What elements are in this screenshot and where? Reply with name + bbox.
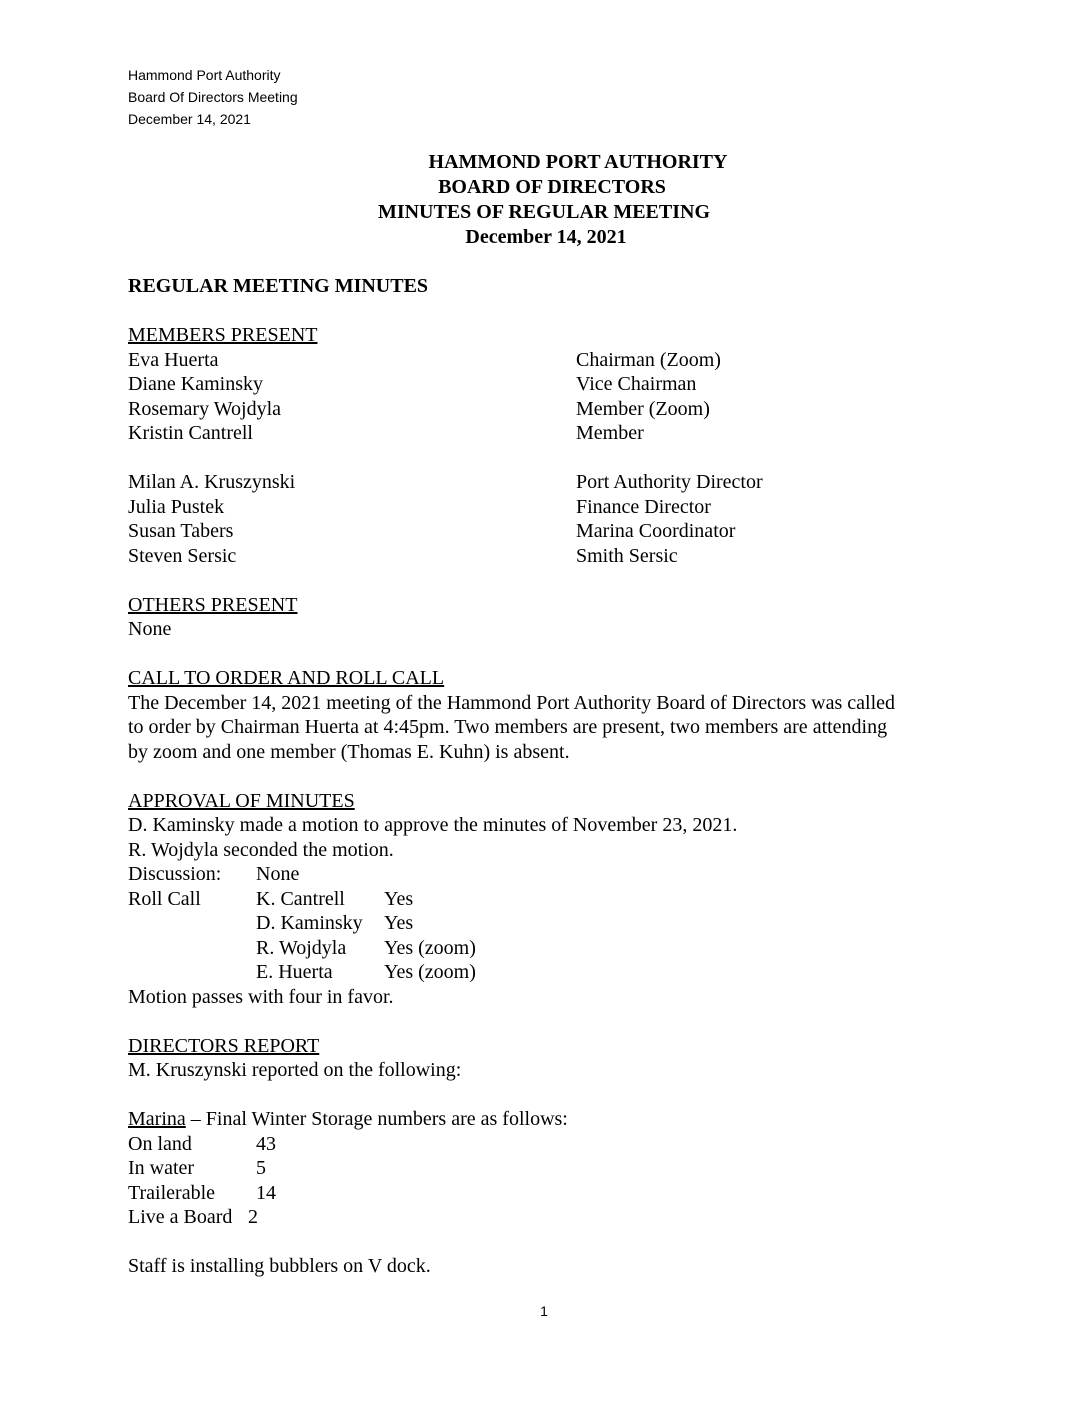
- title-line-4: December 14, 2021: [465, 226, 627, 248]
- staff-role: Marina Coordinator: [576, 520, 736, 542]
- storage-value: 2: [248, 1206, 258, 1228]
- members-present-heading: MEMBERS PRESENT: [128, 324, 318, 346]
- member-role: Vice Chairman: [576, 373, 697, 395]
- member-role: Chairman (Zoom): [576, 349, 721, 371]
- vote-value: Yes: [384, 888, 414, 910]
- approval-result: Motion passes with four in favor.: [128, 986, 394, 1008]
- member-name: Diane Kaminsky: [128, 373, 263, 395]
- storage-value: 14: [256, 1182, 276, 1204]
- title-line-2: BOARD OF DIRECTORS: [438, 176, 666, 198]
- member-name: Rosemary Wojdyla: [128, 398, 281, 420]
- storage-value: 43: [256, 1133, 276, 1155]
- document-title: [0, 150, 1088, 250]
- header-date: December 14, 2021: [128, 111, 251, 127]
- header-org: Hammond Port Authority: [128, 67, 281, 83]
- staff-role: Finance Director: [576, 496, 711, 518]
- storage-value: 5: [256, 1157, 266, 1179]
- approval-heading: APPROVAL OF MINUTES: [128, 790, 355, 812]
- storage-label: Trailerable: [128, 1182, 216, 1204]
- staff-role: Smith Sersic: [576, 545, 678, 567]
- vote-member: D. Kaminsky: [256, 912, 363, 934]
- staff-role: Port Authority Director: [576, 471, 763, 493]
- member-name: Eva Huerta: [128, 349, 219, 371]
- vote-member: R. Wojdyla: [256, 937, 347, 959]
- title-line-1: HAMMOND PORT AUTHORITY: [428, 151, 728, 173]
- discussion-label: Discussion:: [128, 863, 222, 885]
- staff-name: Julia Pustek: [128, 496, 225, 518]
- call-to-order-heading: CALL TO ORDER AND ROLL CALL: [128, 667, 445, 689]
- member-name: Kristin Cantrell: [128, 422, 253, 444]
- vote-value: Yes (zoom): [384, 961, 476, 983]
- call-to-order-line: The December 14, 2021 meeting of the Hammond Port Authority Board of Directors was called: [128, 692, 896, 714]
- marina-text: – Final Winter Storage numbers are as follows:: [185, 1108, 568, 1130]
- approval-second: R. Wojdyla seconded the motion.: [128, 839, 394, 861]
- member-row: [128, 348, 219, 373]
- staff-note: Staff is installing bubblers on V dock.: [128, 1255, 431, 1277]
- running-header: [128, 64, 298, 130]
- staff-name: Steven Sersic: [128, 545, 237, 567]
- staff-name: Susan Tabers: [128, 520, 234, 542]
- header-meeting: Board Of Directors Meeting: [128, 89, 298, 105]
- call-to-order-line: to order by Chairman Huerta at 4:45pm. Two members are present, two members are attending: [128, 716, 888, 738]
- approval-motion: D. Kaminsky made a motion to approve the minutes of November 23, 2021.: [128, 814, 738, 836]
- directors-report-heading: DIRECTORS REPORT: [128, 1035, 320, 1057]
- vote-member: K. Cantrell: [256, 888, 345, 910]
- member-role: Member: [576, 422, 644, 444]
- call-to-order-line: by zoom and one member (Thomas E. Kuhn) is absent.: [128, 741, 570, 763]
- staff-name: Milan A. Kruszynski: [128, 471, 296, 493]
- section-heading: REGULAR MEETING MINUTES: [128, 275, 429, 297]
- vote-value: Yes (zoom): [384, 937, 476, 959]
- discussion-value: None: [256, 863, 300, 885]
- title-line-3: MINUTES OF REGULAR MEETING: [377, 201, 711, 223]
- others-present-heading: OTHERS PRESENT: [128, 594, 298, 616]
- marina-label: Marina: [128, 1108, 186, 1130]
- storage-label: Live a Board: [128, 1206, 233, 1228]
- storage-label: In water: [128, 1157, 195, 1179]
- page-number: 1: [540, 1303, 548, 1319]
- others-present-text: None: [128, 618, 172, 640]
- member-role: Member (Zoom): [576, 398, 710, 420]
- directors-report-intro: M. Kruszynski reported on the following:: [128, 1059, 462, 1081]
- roll-call-label: Roll Call: [128, 888, 201, 910]
- vote-member: E. Huerta: [256, 961, 333, 983]
- vote-value: Yes: [384, 912, 414, 934]
- storage-label: On land: [128, 1133, 192, 1155]
- marina-line: [128, 1107, 568, 1132]
